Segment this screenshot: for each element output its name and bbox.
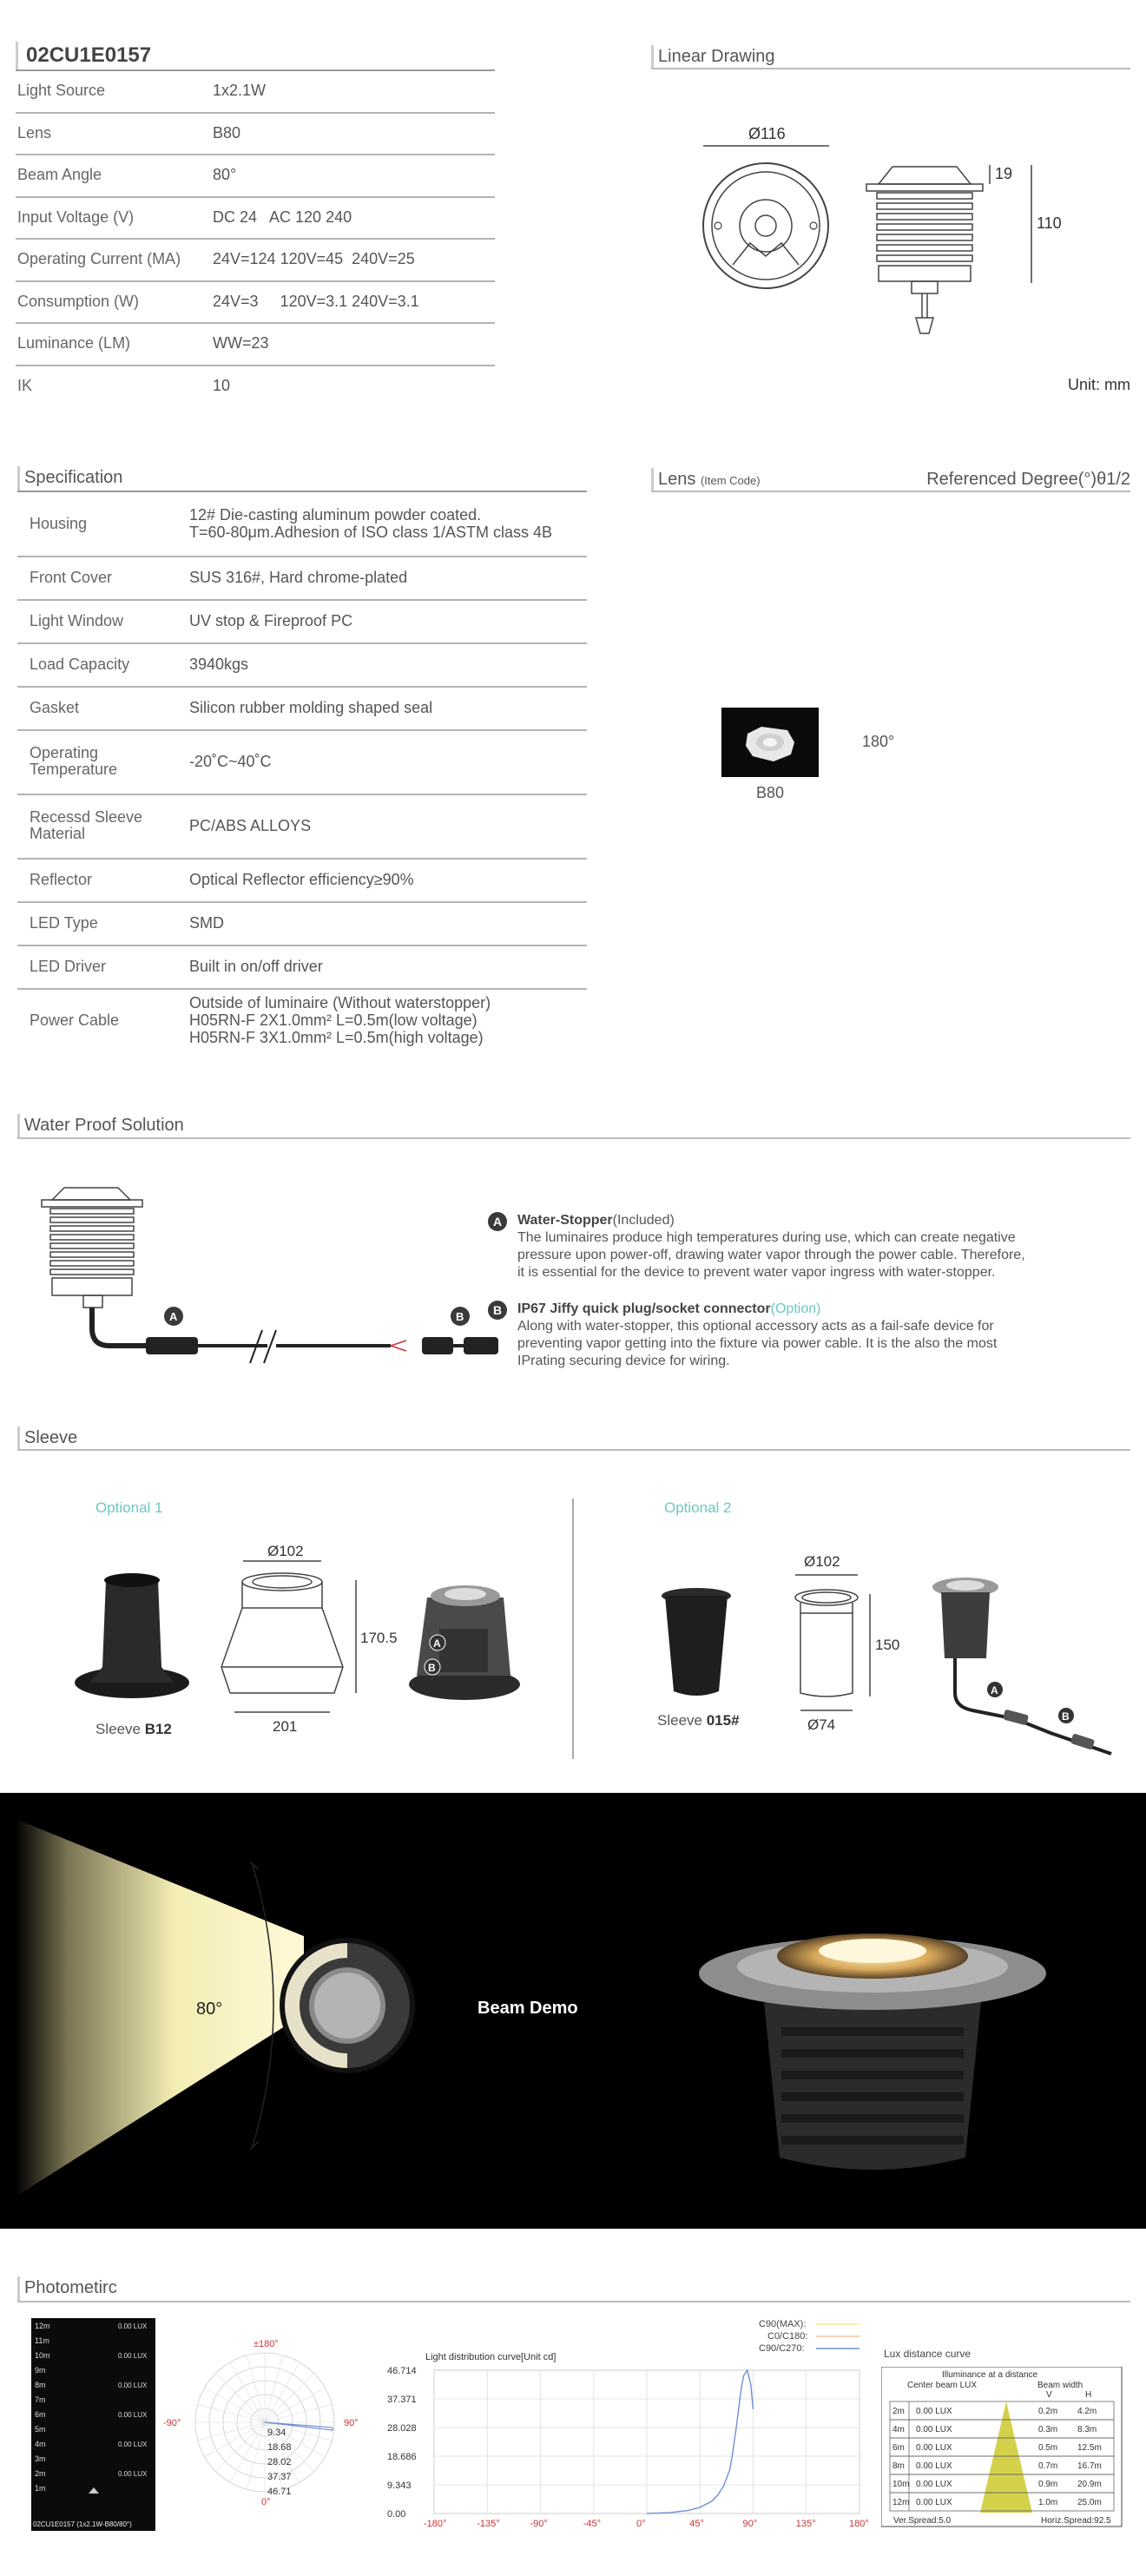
connector-text-2: preventing vapor getting into the fixture via power cable. It is the also the most — [517, 1336, 998, 1351]
top-spec-label: Luminance (LM) — [17, 334, 131, 352]
lens-name: B80 — [756, 784, 785, 801]
y-tick-label: 28.028 — [387, 2423, 417, 2434]
top-spec-value: DC 24 AC 120 240 — [213, 208, 352, 226]
lux-value: 0.00 LUX — [118, 2470, 148, 2478]
top-spec-label: Consumption (W) — [17, 292, 140, 310]
lux-table-distance: 6m — [892, 2443, 905, 2453]
spec-value — [189, 569, 407, 586]
sleeve-b12-name: B12 — [144, 1721, 172, 1737]
spec-label: LED Type — [30, 913, 98, 932]
diagram-mark-b: B — [456, 1310, 464, 1323]
lux-value: 0.00 LUX — [118, 2411, 148, 2419]
lux-footer: 02CU1E0157 (1x2.1W-B80/80°) — [33, 2520, 132, 2528]
lux-distance-label: 11m — [35, 2336, 49, 2345]
row-divider — [17, 686, 587, 688]
water-stopper-text-1: The luminaires produce high temperatures during use, which can create negative — [517, 1230, 1016, 1245]
lux-table-center: Center beam LUX — [907, 2381, 978, 2390]
top-spec-label: Input Voltage (V) — [17, 208, 135, 226]
lux-distance-label: 5m — [35, 2425, 46, 2434]
light-distribution-chart — [382, 2344, 886, 2540]
sleeve-title: Sleeve — [24, 1428, 78, 1447]
x-tick-label: 45° — [689, 2519, 704, 2529]
polar-left: -90° — [163, 2418, 181, 2428]
lux-distance-label: 9m — [35, 2366, 46, 2375]
top-spec-label: Light Source — [17, 82, 106, 99]
spec-value-line: H05RN-F 3X1.0mm² L=0.5m(high voltage) — [189, 1029, 484, 1046]
spec-label: Housing — [30, 514, 88, 532]
spec-label: Gasket — [30, 698, 80, 716]
polar-ring-value: 18.68 — [267, 2442, 292, 2453]
lens-degree-title: Referenced Degree(°)θ1/2 — [926, 470, 1130, 489]
section-marker — [17, 1114, 20, 1138]
y-tick-label: 9.343 — [387, 2480, 412, 2491]
lux-table-h-value: 25.0m — [1077, 2498, 1102, 2507]
opt2-photo-mark-a: A — [991, 1684, 998, 1696]
lux-curve-title: Lux distance curve — [884, 2348, 971, 2360]
polar-bottom: 0° — [261, 2497, 271, 2507]
opt2-base: Ø74 — [807, 1716, 836, 1733]
spec-label: Operating Temperature — [30, 744, 118, 778]
y-tick-label: 37.371 — [387, 2395, 417, 2405]
top-spec-label: Beam Angle — [17, 166, 102, 183]
lens-underline — [651, 491, 1130, 492]
section-marker — [17, 1426, 20, 1451]
top-spec-value: 1x2.1W — [213, 82, 267, 99]
top-spec-value: 24V=124 120V=45 240V=25 — [213, 250, 415, 267]
opt1-dia: Ø102 — [267, 1545, 304, 1559]
row-divider — [17, 945, 587, 946]
spec-value — [189, 914, 224, 932]
y-tick-label: 18.686 — [387, 2452, 417, 2462]
lux-table-v-value: 0.3m — [1038, 2425, 1058, 2434]
sleeve-015-prefix: Sleeve — [657, 1712, 707, 1729]
mark-a-icon: A — [488, 1212, 507, 1231]
x-tick-label: -135° — [477, 2519, 500, 2529]
spec-value-line: -20˚C~40˚C — [189, 753, 272, 770]
lux-table-v-value: 0.5m — [1038, 2443, 1058, 2453]
lens-title-wrap — [658, 470, 761, 490]
spec-value-line: SUS 316#, Hard chrome-plated — [189, 569, 408, 586]
sleeve-015-name: 015# — [706, 1712, 740, 1729]
lux-table-h-value: 16.7m — [1077, 2461, 1102, 2471]
row-divider — [17, 642, 587, 644]
lux-value: 0.00 LUX — [118, 2382, 148, 2389]
lens-image — [721, 708, 819, 777]
sleeve-b12-label — [96, 1721, 172, 1738]
row-divider — [16, 365, 495, 366]
spec-label: Reflector — [30, 870, 93, 888]
opt1-photo-mark-a: A — [433, 1637, 441, 1650]
spec-value — [189, 753, 272, 770]
waterproof-diagram — [35, 1181, 504, 1389]
spec-value — [189, 506, 552, 541]
lux-distance-panel — [31, 2318, 155, 2531]
lux-table-h-value: 12.5m — [1077, 2443, 1102, 2453]
top-spec-label: Operating Current (MA) — [17, 250, 181, 267]
lux-table-beam: Beam width — [1037, 2381, 1083, 2390]
lux-distance-label: 2m — [35, 2469, 46, 2478]
polar-ring-value: 37.37 — [267, 2472, 292, 2482]
lux-distance-label: 8m — [35, 2381, 46, 2389]
legend-c0c180: C0/C180: — [767, 2331, 808, 2342]
spec-value — [189, 699, 432, 716]
row-divider — [17, 988, 587, 990]
spec-label: LED Driver — [30, 957, 107, 975]
spec-value-line: H05RN-F 2X1.0mm² L=0.5m(low voltage) — [189, 1011, 478, 1029]
spec-label: Power Cable — [30, 1011, 120, 1029]
specification-title: Specification — [24, 468, 123, 487]
connector-title: IP67 Jiffy quick plug/socket connector — [517, 1301, 771, 1316]
row-divider — [17, 599, 587, 601]
lens-subtitle: (Item Code) — [700, 474, 761, 487]
row-divider — [16, 112, 495, 114]
spec-value — [189, 612, 352, 629]
specification-underline — [17, 491, 587, 492]
photometric-title: Photometirc — [24, 2278, 117, 2297]
section-marker — [17, 2276, 20, 2301]
beam-angle: 80° — [196, 2000, 223, 2019]
spec-label: Load Capacity — [30, 655, 130, 673]
opt2-photo-mark-b: B — [1062, 1710, 1070, 1723]
lux-table-distance: 10m — [892, 2480, 910, 2489]
water-stopper-text-3: it is essential for the device to prevent water vapor ingress with water-stopper. — [517, 1265, 996, 1280]
lux-value: 0.00 LUX — [118, 2322, 148, 2330]
connector-text-3: IPrating securing device for wiring. — [517, 1354, 730, 1368]
curve-title: Light distribution curve[Unit cd] — [425, 2352, 557, 2362]
top-spec-label: IK — [17, 376, 33, 394]
spec-value — [189, 958, 323, 975]
beam-demo-panel — [0, 1793, 1146, 2229]
spec-value — [189, 817, 311, 834]
table-top-line — [16, 69, 495, 71]
row-divider — [17, 858, 587, 860]
x-tick-label: 180° — [849, 2519, 869, 2529]
spec-value-line: Outside of luminaire (Without waterstopper) — [189, 994, 491, 1011]
lux-table-lux: 0.00 LUX — [916, 2461, 952, 2471]
lux-distance-label: 6m — [35, 2410, 46, 2419]
x-tick-label: 0° — [636, 2519, 646, 2529]
lux-table-h-value: 20.9m — [1077, 2480, 1102, 2489]
lux-table-v-value: 0.2m — [1038, 2407, 1058, 2416]
row-divider — [17, 556, 587, 557]
lux-table-lux: 0.00 LUX — [916, 2425, 952, 2434]
lux-value: 0.00 LUX — [118, 2441, 148, 2448]
lux-table-distance: 2m — [892, 2407, 905, 2416]
hor-spread: Horiz.Spread:92.5 — [1041, 2516, 1111, 2526]
section-marker — [17, 466, 20, 491]
lux-table-v: V — [1046, 2390, 1052, 2400]
unit-label: Unit: mm — [1068, 376, 1130, 393]
dimension-19: 19 — [995, 165, 1013, 182]
row-divider — [16, 154, 495, 155]
dimension-110: 110 — [1037, 214, 1062, 232]
opt2-height: 150 — [875, 1637, 900, 1653]
sleeve-divider — [572, 1499, 574, 1759]
spec-value-line: 3940kgs — [189, 656, 249, 673]
section-marker — [651, 468, 654, 492]
linear-drawing-title: Linear Drawing — [658, 47, 775, 66]
lux-table-distance: 12m — [892, 2498, 910, 2507]
lux-table-lux: 0.00 LUX — [916, 2480, 952, 2489]
waterproof-b-block — [488, 1301, 1096, 1370]
linear-drawing-svg — [677, 113, 1111, 339]
connector-suffix: (Option) — [770, 1301, 821, 1316]
lux-table-lux: 0.00 LUX — [916, 2407, 952, 2416]
lens-title: Lens — [658, 470, 696, 489]
top-spec-value: 24V=3 120V=3.1 240V=3.1 — [213, 292, 419, 310]
diagram-mark-a: A — [169, 1310, 178, 1323]
spec-value — [189, 871, 414, 888]
lux-table-lux: 0.00 LUX — [916, 2443, 952, 2453]
lux-table-v-value: 0.9m — [1038, 2480, 1058, 2489]
water-stopper-title: Water-Stopper — [517, 1213, 613, 1228]
legend-c90c270: C90/C270: — [759, 2343, 805, 2354]
lux-value: 0.00 LUX — [118, 2352, 148, 2360]
water-stopper-text-2: pressure upon power-off, drawing water vapor through the power cable. Therefore, — [517, 1248, 1025, 1262]
spec-value-line: PC/ABS ALLOYS — [189, 817, 312, 834]
opt2-dia: Ø102 — [804, 1554, 840, 1570]
beam-demo-label: Beam Demo — [478, 1999, 578, 2018]
photometric-underline — [17, 2301, 1130, 2303]
row-divider — [17, 901, 587, 903]
x-tick-label: -180° — [424, 2519, 447, 2529]
connector-text-1: Along with water-stopper, this optional accessory acts as a fail-safe device for — [517, 1319, 994, 1334]
lux-table-distance: 4m — [892, 2425, 905, 2434]
polar-ring-value: 9.34 — [267, 2428, 286, 2438]
top-spec-value: B80 — [213, 123, 241, 142]
top-spec-value: 10 — [213, 376, 231, 394]
spec-value — [189, 656, 248, 673]
lux-table-lux: 0.00 LUX — [916, 2498, 952, 2507]
spec-value-line: SMD — [189, 914, 224, 932]
lux-table-v-value: 1.0m — [1038, 2498, 1058, 2507]
ver-spread: Ver.Spread:5.0 — [893, 2516, 952, 2526]
lux-distance-label: 3m — [35, 2454, 46, 2463]
waterproof-a-block — [488, 1212, 1096, 1281]
spec-value — [189, 994, 491, 1046]
lux-distance-label: 1m — [35, 2484, 46, 2493]
sleeve-015-label — [657, 1712, 740, 1729]
lux-table-h: H — [1085, 2390, 1092, 2400]
polar-top: ±180° — [254, 2339, 279, 2349]
top-spec-value: WW=23 — [213, 334, 269, 352]
spec-value-line: Silicon rubber molding shaped seal — [189, 699, 433, 716]
water-stopper-suffix: (Included) — [612, 1213, 675, 1228]
opt1-photo-mark-b: B — [428, 1662, 436, 1674]
mark-b-icon: B — [488, 1301, 507, 1320]
spec-value-line: 12# Die-casting aluminum powder coated. — [189, 506, 482, 524]
row-divider — [16, 322, 495, 324]
lens-degree: 180° — [862, 733, 895, 750]
legend-c90max: C90(MAX): — [759, 2319, 807, 2329]
lux-table-distance: 8m — [892, 2461, 905, 2471]
top-spec-label: Lens — [17, 123, 52, 142]
x-tick-label: 135° — [795, 2519, 816, 2529]
lux-table-h-value: 8.3m — [1077, 2425, 1097, 2434]
polar-ring-value: 46.71 — [267, 2487, 292, 2497]
polar-chart — [156, 2331, 382, 2540]
x-tick-label: -45° — [583, 2519, 602, 2529]
dimension-diameter: Ø116 — [748, 125, 786, 142]
opt1-base: 201 — [273, 1718, 298, 1735]
waterproof-title: Water Proof Solution — [24, 1116, 184, 1135]
x-tick-label: 90° — [742, 2519, 758, 2529]
lux-table-v-value: 0.7m — [1038, 2461, 1058, 2471]
top-spec-value: 80° — [213, 166, 237, 183]
row-divider — [16, 280, 495, 282]
x-tick-label: -90° — [530, 2519, 548, 2529]
lux-distance-label: 4m — [35, 2440, 46, 2448]
row-divider — [16, 238, 495, 240]
spec-value-line: Built in on/off driver — [189, 958, 323, 975]
optional-2-label: Optional 2 — [664, 1499, 732, 1516]
sleeve-option-2-drawing — [642, 1554, 1129, 1771]
sleeve-underline — [17, 1449, 1130, 1451]
lux-table-h-value: 4.2m — [1077, 2407, 1097, 2416]
row-divider — [16, 196, 495, 198]
lux-distance-label: 12m — [35, 2322, 50, 2330]
opt1-height: 170.5 — [360, 1630, 398, 1646]
sleeve-b12-prefix: Sleeve — [96, 1721, 145, 1737]
spec-label: Front Cover — [30, 568, 113, 586]
y-tick-label: 0.00 — [387, 2509, 406, 2520]
polar-right: 90° — [344, 2418, 359, 2428]
polar-ring-value: 28.02 — [267, 2457, 292, 2467]
linear-drawing-underline — [651, 68, 1130, 69]
lux-table — [881, 2367, 1123, 2527]
spec-label: Recessd Sleeve Material — [30, 808, 143, 842]
y-tick-label: 46.714 — [387, 2366, 417, 2376]
product-code: 02CU1E0157 — [26, 43, 152, 67]
spec-label: Light Window — [30, 611, 124, 629]
row-divider — [17, 794, 587, 795]
waterproof-underline — [17, 1137, 1130, 1139]
row-divider — [17, 729, 587, 731]
title-bar-marker — [16, 42, 18, 69]
lux-distance-label: 7m — [35, 2395, 46, 2404]
spec-value-line: Optical Reflector efficiency≥90% — [189, 871, 414, 888]
lux-table-title: Illuminance at a distance — [942, 2370, 1038, 2380]
optional-1-label: Optional 1 — [96, 1499, 163, 1516]
spec-value-line: T=60-80μm.Adhesion of ISO class 1/ASTM class 4B — [189, 524, 553, 541]
section-marker — [651, 45, 654, 69]
lux-distance-label: 10m — [35, 2351, 50, 2360]
spec-value-line: UV stop & Fireproof PC — [189, 612, 353, 629]
